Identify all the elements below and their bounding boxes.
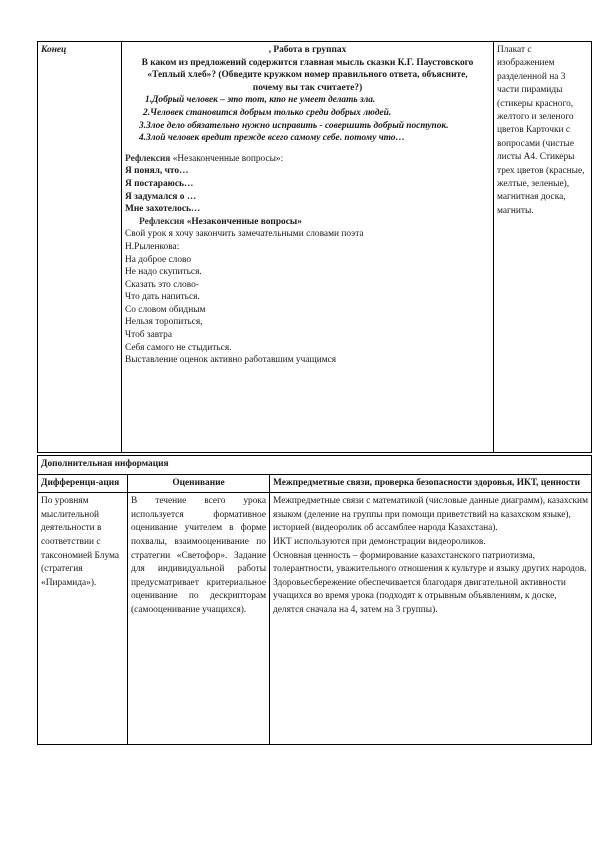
reflection-1-label: Рефлексия [125, 153, 171, 164]
activity-cell [122, 42, 494, 453]
resources-text: Плакат с изображением разделенной на 3 части пирамиды (стикеры красного, желтого и зеленого цветов Карточки с вопросами (чистые листы А4. Стикеры трех цветов (красные, желтые, зеленые), магнитная доска, магниты. [497, 45, 585, 216]
differentiation-cell: По уровням мыслительной деятельности в соответствии с таксономией Блума (стратегия «Пирамида»). [38, 493, 128, 745]
reflection-2-heading [125, 216, 490, 229]
reflection-item-3: Я задумался о … [125, 191, 197, 202]
stage-label: Конец [41, 45, 67, 55]
cross-curricular-cell [270, 493, 592, 745]
poem-line: Со словом обидным [125, 304, 206, 315]
reflection-2-label: Рефлексия [139, 216, 185, 227]
poem-line: Не надо скупиться. [125, 267, 202, 278]
option-1: 1.Добрый человек – это тот, кто не умеет делать зла. [145, 95, 376, 106]
resources-cell [494, 42, 592, 453]
poem-line: Что дать напиться. [125, 292, 200, 303]
values-paragraph: Основная ценность – формирование казахстанского патриотизма, толерантности, уважительного отношения к культуре и языку других народов. [273, 550, 587, 575]
poem-line: Чтоб завтра [125, 330, 172, 341]
poem-line: На доброе слово [125, 254, 192, 265]
option-4: 4.Злой человек вредит прежде всего самому себе. потому что… [139, 133, 405, 144]
stage-cell [38, 42, 122, 453]
option-2: 2.Человек становится добрым только среди добрых людей. [143, 107, 392, 118]
reflection-1-text: «Незаконченные вопросы»: [170, 153, 284, 164]
reflection-item-1: Я понял, что… [125, 166, 189, 177]
grading-note: Выставление оценок активно работавшим учащимся [125, 355, 337, 366]
reflection-item-2: Я постараюсь… [125, 178, 194, 189]
question-text: В каком из предложений содержится главная мысль сказки К.Г. Паустовского «Теплый хлеб»? (Обведите кружком номер правильного ответа, объясните, почему вы так считаете?) [141, 57, 474, 93]
assessment-header: Оценивание [128, 474, 270, 493]
reflection-item-4: Мне захотелось… [125, 204, 201, 215]
cross-curricular-paragraph: Межпредметные связи с математикой (числовые данные диаграмм), казахским языком (деление на группы при помощи приветствий на казахском языке), историей (видеоролик об ассамблее народа Казахстана). [273, 496, 589, 534]
lesson-end-table [37, 41, 592, 453]
closing-intro: Свой урок я хочу закончить замечательными словами поэта [125, 229, 364, 240]
additional-info-table [37, 455, 592, 745]
poem-line: Сказать это слово- [125, 279, 199, 290]
poet-name: Н.Рыленкова: [125, 241, 180, 252]
additional-info-header: Дополнительная информация [38, 456, 592, 475]
ict-paragraph: ИКТ используются при демонстрации видеороликов. [273, 536, 486, 547]
poem-line: Нельзя торопиться, [125, 317, 203, 328]
reflection-1-heading [125, 153, 490, 166]
health-paragraph: Здоровьесбережение обеспечивается благодаря двигательной активности учащихся во время урока (подходят к отрывным объявлениям, к доске, делятся сначала на 4, затем на 3 группы). [273, 577, 566, 615]
poem-line: Себя самого не стыдиться. [125, 342, 232, 353]
assessment-cell: В течение всего урока используется формативное оценивание учителем в форме похвалы, взаимооценивание по стратегии «Светофор». Задание для индивидуальной работы предусматривает критериальное оценивание по дескрипторам (самооценивание учащихся). [128, 493, 270, 745]
cross-curricular-header: Межпредметные связи, проверка безопасности здоровья, ИКТ, ценности [270, 474, 592, 493]
option-3: 3.Злое дело обязательно нужно исправить - совершить добрый поступок. [139, 120, 449, 131]
reflection-2-text: «Незаконченные вопросы» [184, 216, 302, 227]
differentiation-header: Дифференци-ация [38, 474, 128, 493]
group-work-title: , Работа в группах [268, 45, 347, 55]
